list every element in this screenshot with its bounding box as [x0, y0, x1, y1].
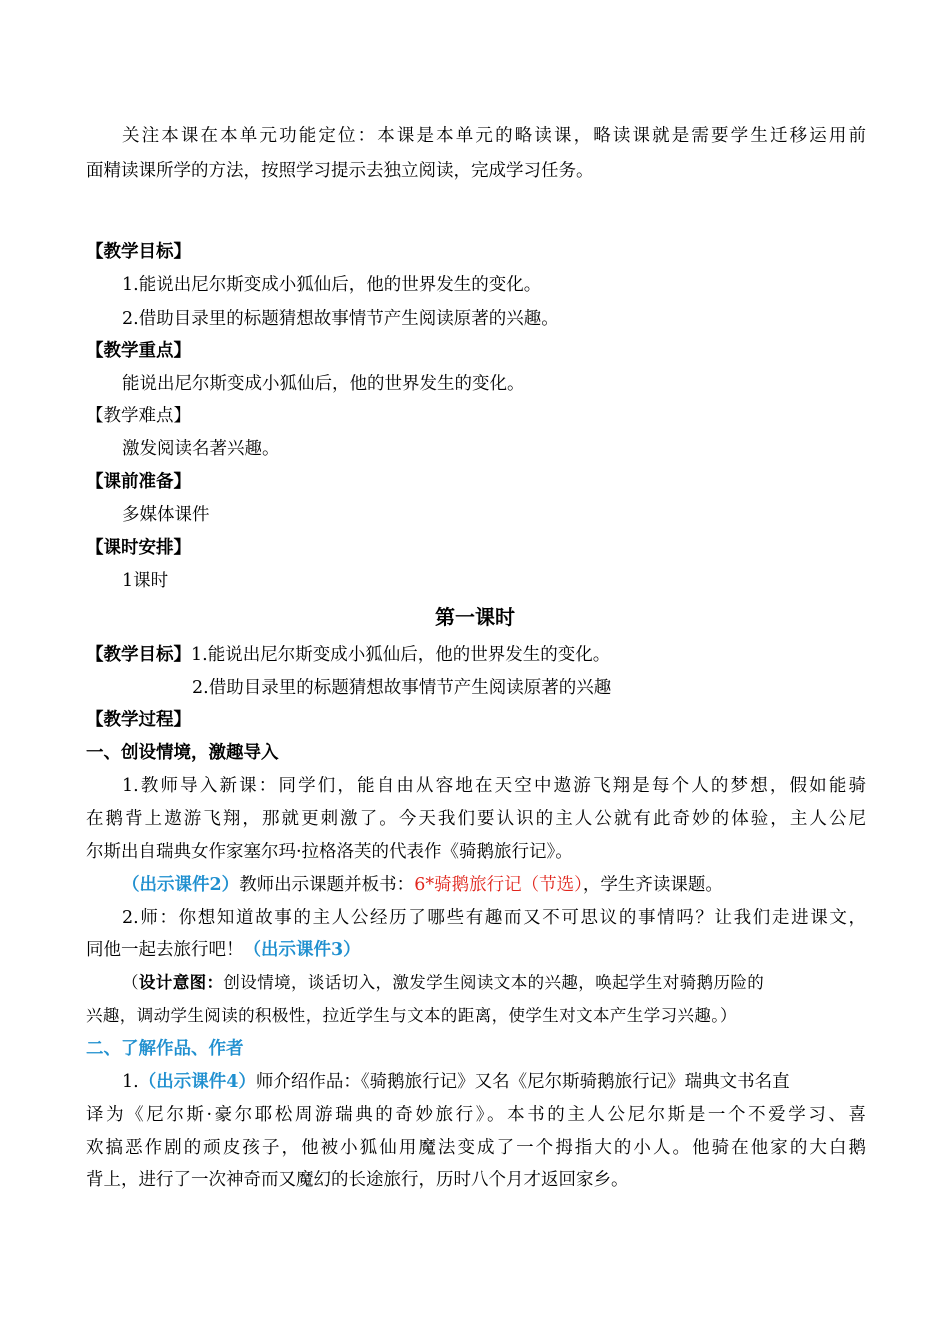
paragraph-line: 背上，进行了一次神奇而又魔幻的长途旅行，历时八个月才返回家乡。 — [86, 1170, 629, 1190]
courseware-tag: （出示课件3） — [243, 940, 361, 960]
lesson-title-board: 6*骑鹅旅行记（节选） — [414, 875, 583, 895]
courseware-tag: （出示课件4） — [138, 1072, 256, 1092]
design-intent-line: 兴趣，调动学生阅读的积极性，拉近学生与文本的距离，使学生对文本产生学习兴趣。） — [86, 1006, 737, 1025]
goal-item: 1.能说出尼尔斯变成小狐仙后，他的世界发生的变化。 — [122, 275, 542, 295]
key-point-text: 能说出尼尔斯变成小狐仙后，他的世界发生的变化。 — [122, 374, 525, 394]
paragraph-line: 同他一起去旅行吧！（出示课件3） — [86, 940, 361, 960]
goal-item: 2.借助目录里的标题猜想故事情节产生阅读原著的兴趣。 — [122, 309, 559, 329]
paragraph-line: 译为《尼尔斯·豪尔耶松周游瑞典的奇妙旅行》。本书的主人公尼尔斯是一个不爱学习、喜 — [86, 1105, 866, 1125]
lesson-goal-item: 2.借助目录里的标题猜想故事情节产生阅读原著的兴趣 — [192, 678, 612, 698]
schedule-text: 1课时 — [122, 571, 169, 591]
lesson-goal-item: 1.能说出尼尔斯变成小狐仙后，他的世界发生的变化。 — [191, 645, 611, 665]
paragraph-line: 尔斯出自瑞典女作家塞尔玛·拉格洛芙的代表作《骑鹅旅行记》。 — [86, 842, 573, 862]
goals-heading: 【教学目标】 — [86, 242, 191, 262]
preparation-heading: 【课前准备】 — [86, 472, 191, 492]
intro-paragraph-line: 面精读课所学的方法，按照学习提示去独立阅读，完成学习任务。 — [86, 161, 594, 181]
process-heading: 【教学过程】 — [86, 710, 191, 730]
design-intent-line: （设计意图：创设情境，谈话切入，激发学生阅读文本的兴趣，唤起学生对骑鹅历险的 — [122, 973, 765, 992]
paragraph-line: 在鹅背上遨游飞翔，那就更刺激了。今天我们要认识的主人公就有此奇妙的体验，主人公尼 — [86, 809, 866, 829]
intro-paragraph-line: 关注本课在本单元功能定位：本课是本单元的略读课，略读课就是需要学生迁移运用前 — [122, 126, 866, 146]
difficulty-text: 激发阅读名著兴趣。 — [122, 439, 280, 459]
design-intent-label: 设计意图： — [138, 973, 224, 992]
paragraph-line: 1.（出示课件4）师介绍作品：《骑鹅旅行记》又名《尼尔斯骑鹅旅行记》瑞典文书名直 — [122, 1072, 790, 1092]
paragraph-line: 欢搞恶作剧的顽皮孩子，他被小狐仙用魔法变成了一个拇指大的小人。他骑在他家的大白鹅 — [86, 1138, 866, 1158]
lesson-goals-heading: 【教学目标】 — [86, 645, 191, 665]
paragraph-line: 2.师：你想知道故事的主人公经历了哪些有趣而又不可思议的事情吗？让我们走进课文， — [122, 908, 866, 928]
schedule-heading: 【课时安排】 — [86, 538, 191, 558]
paragraph-line: （出示课件2）教师出示课题并板书：6*骑鹅旅行记（节选），学生齐读课题。 — [122, 875, 723, 895]
difficulty-heading: 【教学难点】 — [86, 406, 191, 426]
key-point-heading: 【教学重点】 — [86, 341, 191, 361]
lesson-goals-line — [86, 643, 866, 667]
section-heading: 一、创设情境，激趣导入 — [86, 743, 279, 763]
lesson-title: 第一课时 — [435, 605, 515, 629]
section-heading: 二、了解作品、作者 — [86, 1039, 244, 1059]
paragraph-line: 1.教师导入新课：同学们，能自由从容地在天空中遨游飞翔是每个人的梦想，假如能骑 — [122, 776, 866, 796]
preparation-text: 多媒体课件 — [122, 505, 210, 525]
courseware-tag: （出示课件2） — [122, 875, 240, 895]
